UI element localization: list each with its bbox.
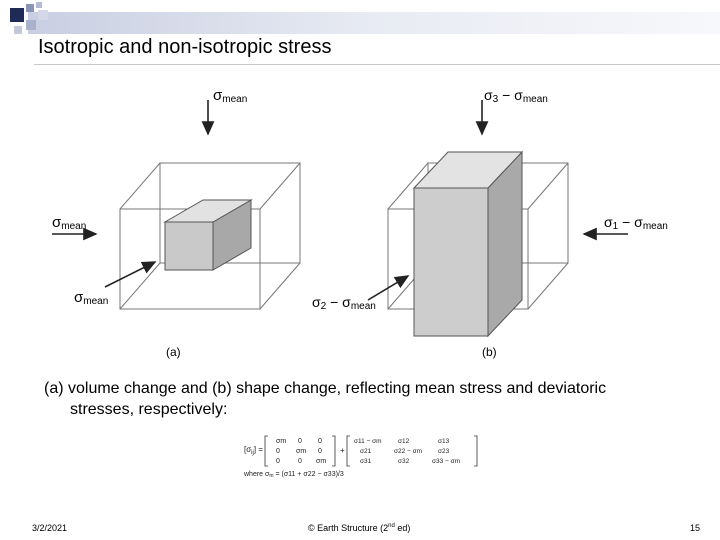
svg-text:σ22 − σm: σ22 − σm: [394, 448, 423, 455]
svg-text:σ31: σ31: [360, 458, 372, 465]
page-number: 15: [690, 523, 701, 533]
equation-matrix-mean: [276, 438, 326, 465]
svg-text:0: 0: [298, 438, 302, 445]
svg-text:+: +: [340, 446, 345, 455]
svg-text:σ21: σ21: [360, 448, 372, 455]
svg-text:0: 0: [276, 448, 280, 455]
panel-b: [312, 87, 668, 359]
svg-text:0: 0: [298, 458, 302, 465]
panel-a: [52, 87, 300, 359]
slide-title: Isotropic and non-isotropic stress: [38, 36, 332, 58]
panel-a-cube: [165, 200, 251, 270]
panel-a-bottom-label: σmean: [74, 289, 109, 307]
svg-text:σ11 − σm: σ11 − σm: [354, 438, 382, 445]
panel-a-label: (a): [166, 345, 181, 359]
footer-date: 3/2/2021: [32, 523, 68, 533]
svg-text:where σm = (σ11 + σ22 − σ33)/3: where σm = (σ11 + σ22 − σ33)/3: [244, 471, 344, 479]
panel-a-diagonal-arrow: [105, 262, 155, 287]
panel-b-label: (b): [482, 345, 497, 359]
svg-text:σ32: σ32: [398, 458, 410, 465]
svg-text:σm: σm: [276, 438, 287, 445]
equation-image: [243, 436, 477, 479]
figure-caption: [44, 378, 694, 420]
svg-text:[σij] =: $[\sigma_{ij}]$ =: [244, 445, 263, 456]
svg-text:0: 0: [276, 458, 280, 465]
panel-b-right-label: σ1 − σmean: [604, 214, 668, 232]
svg-text:σ33 − σm: σ33 − σm: [432, 458, 461, 465]
svg-text:σ12: σ12: [398, 438, 410, 445]
panel-a-top-label: σmean: [213, 87, 248, 105]
panel-b-prism: [414, 152, 522, 336]
svg-text:0: 0: [318, 448, 322, 455]
panel-a-left-label: σmean: [52, 214, 87, 232]
footer-credit: © Earth Structure (2nd ed): [308, 523, 411, 533]
svg-text:0: 0: [318, 438, 322, 445]
panel-b-top-label: σ3 − σmean: [484, 87, 548, 105]
equation-matrix-deviatoric: [354, 438, 460, 465]
panel-b-bottom-label: σ2 − σmean: [312, 294, 376, 312]
svg-text:σm: σm: [316, 458, 327, 465]
svg-text:σ23: σ23: [438, 448, 450, 455]
svg-text:σ13: σ13: [438, 438, 450, 445]
svg-text:σm: σm: [296, 448, 307, 455]
caption-line-2: stresses, respectively:: [70, 401, 228, 418]
caption-line-1: (a) volume change and (b) shape change, reflecting mean stress and deviatoric: [44, 380, 607, 397]
